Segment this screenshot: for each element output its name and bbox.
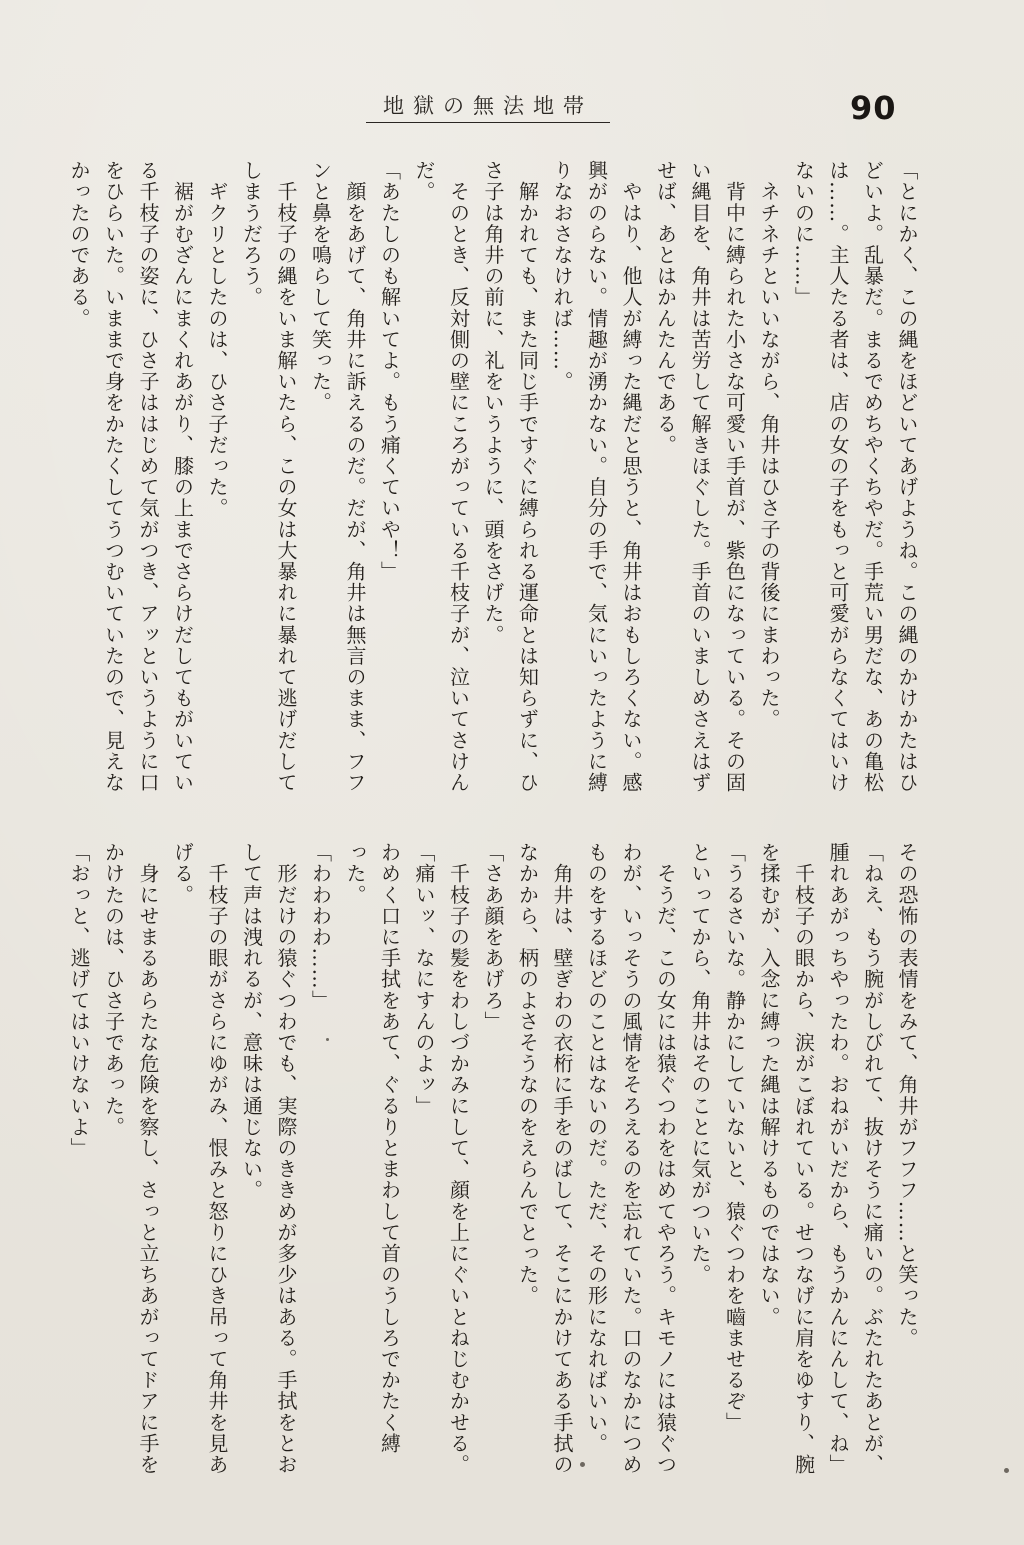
text-column: なかから、柄のよさそうなのをえらんでとった。	[515, 842, 540, 1307]
page-number: 90	[850, 89, 897, 127]
text-column: 「おっと、逃げてはいけないよ」	[67, 842, 91, 1159]
lower-text-block	[64, 842, 924, 1475]
text-column: ネチネチといいながら、角井はひさ子の背後にまわった。	[757, 160, 781, 730]
text-column: 千枝子の髪をわしづかみにして、顔を上にぐいとねじむかせる。	[446, 842, 471, 1475]
text-column: ンと鼻を鳴らして笑った。	[308, 160, 333, 414]
upper-text-block	[64, 160, 924, 800]
text-column: だ。	[412, 160, 436, 203]
text-column: 「さあ顔をあげろ」	[481, 842, 505, 1032]
text-column: 角井は、壁ぎわの衣桁に手をのばして、そこにかけてある手拭の	[550, 842, 574, 1475]
text-column: ものをするほどのことはないのだ。ただ、その形になればいい。	[584, 842, 609, 1454]
text-column: げる。	[170, 842, 195, 906]
text-column: 身にせまるあらたな危険を察し、さっと立ちあがってドアに手を	[136, 842, 160, 1475]
text-column: い縄目を、角井は苦労して解きほぐした。手首のいましめさえはず	[688, 160, 712, 793]
text-column: 形だけの猿ぐつわでも、実際のききめが多少はある。手拭をとお	[274, 842, 298, 1475]
text-column: 千枝子の縄をいま解いたら、この女は大暴れに暴れて逃げだして	[274, 160, 298, 793]
text-column: 腫れあがっちやったわ。おねがいだから、もうかんにんして、ね」	[826, 842, 850, 1475]
text-column: を揉むが、入念に縛った縄は解けるものではない。	[757, 842, 781, 1328]
text-column: して声は洩れるが、意味は通じない。	[239, 842, 264, 1201]
paper-speck	[1004, 1468, 1009, 1473]
text-column: わめく口に手拭をあて、ぐるりとまわして首のうしろでかたく縛	[377, 842, 402, 1454]
text-column: そうだ、この女には猿ぐつわをはめてやろう。キモノには猿ぐつ	[653, 842, 678, 1475]
text-column: ないのに……」	[791, 160, 816, 308]
text-column: 興がのらない。情趣が湧かない。自分の手で、気にいったように縛	[584, 160, 609, 793]
text-column: わが、いっそうの風情をそろえるのを忘れていた。口のなかにつめ	[619, 842, 643, 1475]
text-column: 裾がむざんにまくれあがり、膝の上までさらけだしてもがいてい	[170, 160, 195, 793]
text-column: った。	[343, 842, 367, 906]
running-title: 地獄の無法地帯	[383, 94, 593, 118]
text-column: その恐怖の表情をみて、角井がフフフ……と笑った。	[895, 842, 919, 1349]
text-column: る千枝子の姿に、ひさ子ははじめて気がつき、アッというように口	[136, 160, 160, 793]
text-column: ギクリとしたのは、ひさ子だった。	[205, 160, 229, 519]
text-column: 「痛いッ、なにすんのよッ」	[412, 842, 436, 1117]
text-column: 背中に縛られた小さな可愛い手首が、紫色になっている。その固	[722, 160, 747, 793]
text-column: 「ねえ、もう腕がしびれて、抜けそうに痛いの。ぶたれたあとが、	[860, 842, 885, 1475]
paper-speck	[326, 1038, 329, 1041]
text-column: しまうだろう。	[239, 160, 264, 308]
text-column: かけたのは、ひさ子であった。	[101, 842, 126, 1138]
text-column: は……。主人たる者は、店の女の子をもっと可愛がらなくてはいけ	[826, 160, 850, 793]
running-title-rule	[366, 122, 610, 123]
text-column: 顔をあげて、角井に訴えるのだ。だが、角井は無言のまま、フフ	[343, 160, 367, 793]
text-column: 「とにかく、この縄をほどいてあげようね。この縄のかけかたはひ	[895, 160, 919, 793]
text-column: をひらいた。いままで身をかたくしてうつむいていたので、見えな	[101, 160, 126, 793]
text-column: 解かれても、また同じ手ですぐに縛られる運命とは知らずに、ひ	[515, 160, 540, 793]
text-column: 「あたしのも解いてよ。もう痛くていや！」	[377, 160, 402, 582]
text-column: どいよ。乱暴だ。まるでめちやくちやだ。手荒い男だな、あの亀松	[860, 160, 885, 793]
text-column: りなおさなければ……。	[550, 160, 574, 393]
text-column: といってから、角井はそのことに気がついた。	[688, 842, 712, 1286]
text-column: 「わわわわ……」	[308, 842, 333, 1011]
paper-speck	[580, 1462, 585, 1467]
text-column: さ子は角井の前に、礼をいうように、頭をさげた。	[481, 160, 505, 646]
text-column: 「うるさいな。静かにしていないと、猿ぐつわを嚙ませるぞ」	[722, 842, 747, 1433]
text-column: やはり、他人が縛った縄だと思うと、角井はおもしろくない。感	[619, 160, 643, 793]
text-column: せば、あとはかんたんである。	[653, 160, 678, 456]
text-column: 千枝子の眼から、涙がこぼれている。せつなげに肩をゆすり、腕	[791, 842, 816, 1475]
text-column: かったのである。	[67, 160, 91, 329]
text-column: そのとき、反対側の壁にころがっている千枝子が、泣いてさけん	[446, 160, 471, 793]
text-column: 千枝子の眼がさらにゆがみ、恨みと怒りにひき吊って角井を見あ	[205, 842, 229, 1475]
